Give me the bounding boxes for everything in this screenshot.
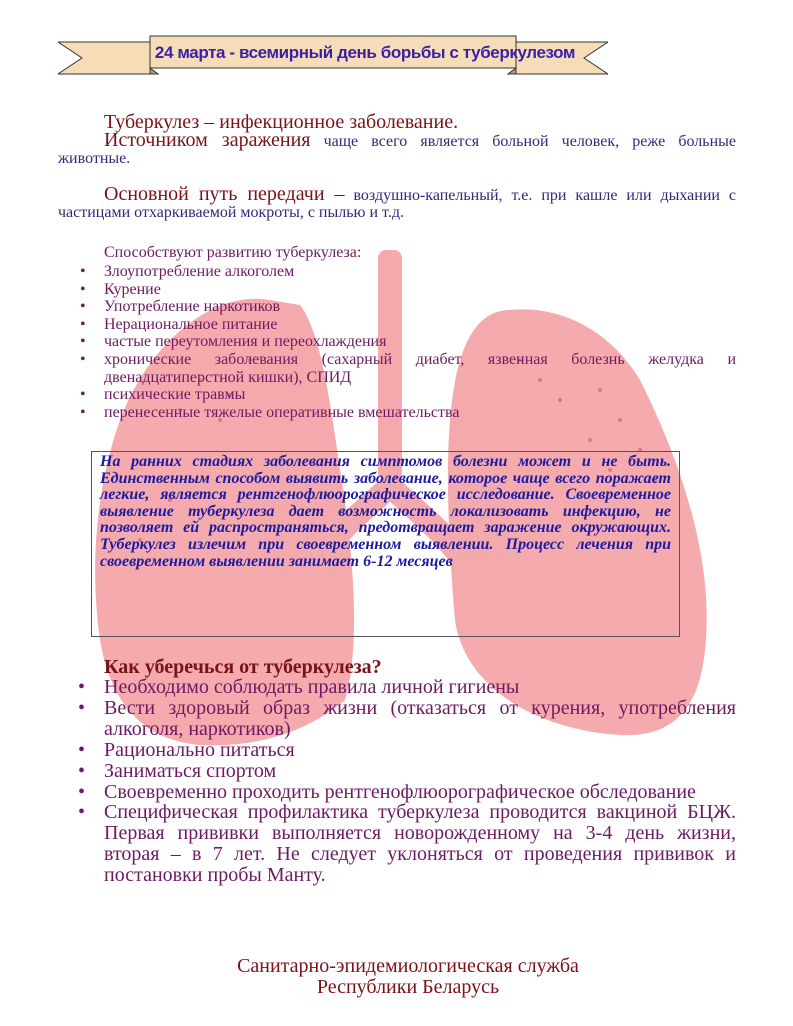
info-box xyxy=(91,451,680,637)
footer-line1: Санитарно-эпидемиологическая служба xyxy=(237,955,579,977)
list-item: • Заниматься спортом xyxy=(78,759,277,782)
source-paragraph xyxy=(58,129,736,167)
footer-line2: Республики Беларусь xyxy=(316,976,500,998)
bullet-icon: • xyxy=(80,350,86,368)
bullet-icon: • xyxy=(78,696,86,719)
intro-line: Туберкулез – инфекционное заболевание. xyxy=(104,111,459,133)
factors-title: Способствуют развитию туберкулеза: xyxy=(104,244,362,261)
source-rest: чаще всего является больной человек, реже больные животные. xyxy=(58,133,736,167)
bullet-icon: • xyxy=(78,801,86,824)
title-banner xyxy=(58,30,608,78)
list-item: • Нерациональное питание xyxy=(80,315,278,333)
transmission-rest: воздушно-капельный, т.е. при кашле или дыхании с частицами отхаркиваемой мокроты, с пылью и т.д. xyxy=(58,187,736,221)
bullet-icon: • xyxy=(80,298,86,316)
transmission-paragraph xyxy=(58,183,736,221)
bullet-icon: • xyxy=(78,676,86,698)
info-box-text: На ранних стадиях заболевания симптомов болезни может и не быть. Единственным способом выявить заболевание, которое чаще всего поражает легкие, является рентгенофлюорографическое исследование. Своевременное выявление туберкулеза дает возможность локализовать инфекцию, не позволяет ей распространяться, предотвращает заражение окружающих. Туберкулез излечим при своевременном выявлении. Процесс лечения при своевременном выявлении занимает 6-12 месяцев xyxy=(100,453,671,570)
list-item: • Вести здоровый образ жизни (отказаться от курения, употребления алкоголя, наркотиков) xyxy=(78,696,736,740)
bullet-icon: • xyxy=(80,333,86,351)
bullet-icon: • xyxy=(80,315,86,333)
prevention-list xyxy=(78,676,736,887)
prevention-title: Как уберечься от туберкулеза? xyxy=(104,656,382,678)
bullet-icon: • xyxy=(80,280,86,298)
list-item: • частые переутомления и переохлаждения xyxy=(80,333,387,351)
footer xyxy=(58,956,758,998)
bullet-icon: • xyxy=(80,386,86,404)
bullet-icon: • xyxy=(78,780,86,803)
list-item: • Рационально питаться xyxy=(78,738,295,761)
list-item: • Своевременно проходить рентгенофлюорографическое обследование xyxy=(78,780,696,803)
bullet-icon: • xyxy=(78,759,86,782)
source-lead: Источником заражения xyxy=(104,129,311,151)
list-item: • Курение xyxy=(80,280,161,298)
transmission-lead: Основной путь передачи – xyxy=(104,183,345,205)
list-item: • психические травмы xyxy=(80,386,246,404)
list-item: • Необходимо соблюдать правила личной гигиены xyxy=(78,676,520,698)
factors-list xyxy=(80,263,736,421)
bullet-icon: • xyxy=(80,403,86,421)
list-item: • перенесенные тяжелые оперативные вмешательства xyxy=(80,403,460,421)
list-item: • Злоупотребление алкоголем xyxy=(80,263,295,280)
bullet-icon: • xyxy=(80,263,86,280)
bullet-icon: • xyxy=(78,738,86,761)
list-item: • хронические заболевания (сахарный диабет, язвенная болезнь желудка и двенадцатиперстной кишки), СПИД xyxy=(80,350,736,386)
banner-title: 24 марта - всемирный день борьбы с туберкулезом xyxy=(154,43,576,62)
list-item: • Специфическая профилактика туберкулеза проводится вакциной БЦЖ. Первая прививки выполняется новорожденному на 3-4 день жизни, вторая – в 7 лет. Не следует уклоняться от проведения прививок и постановки пробы Манту. xyxy=(78,801,736,887)
list-item: • Употребление наркотиков xyxy=(80,298,281,316)
